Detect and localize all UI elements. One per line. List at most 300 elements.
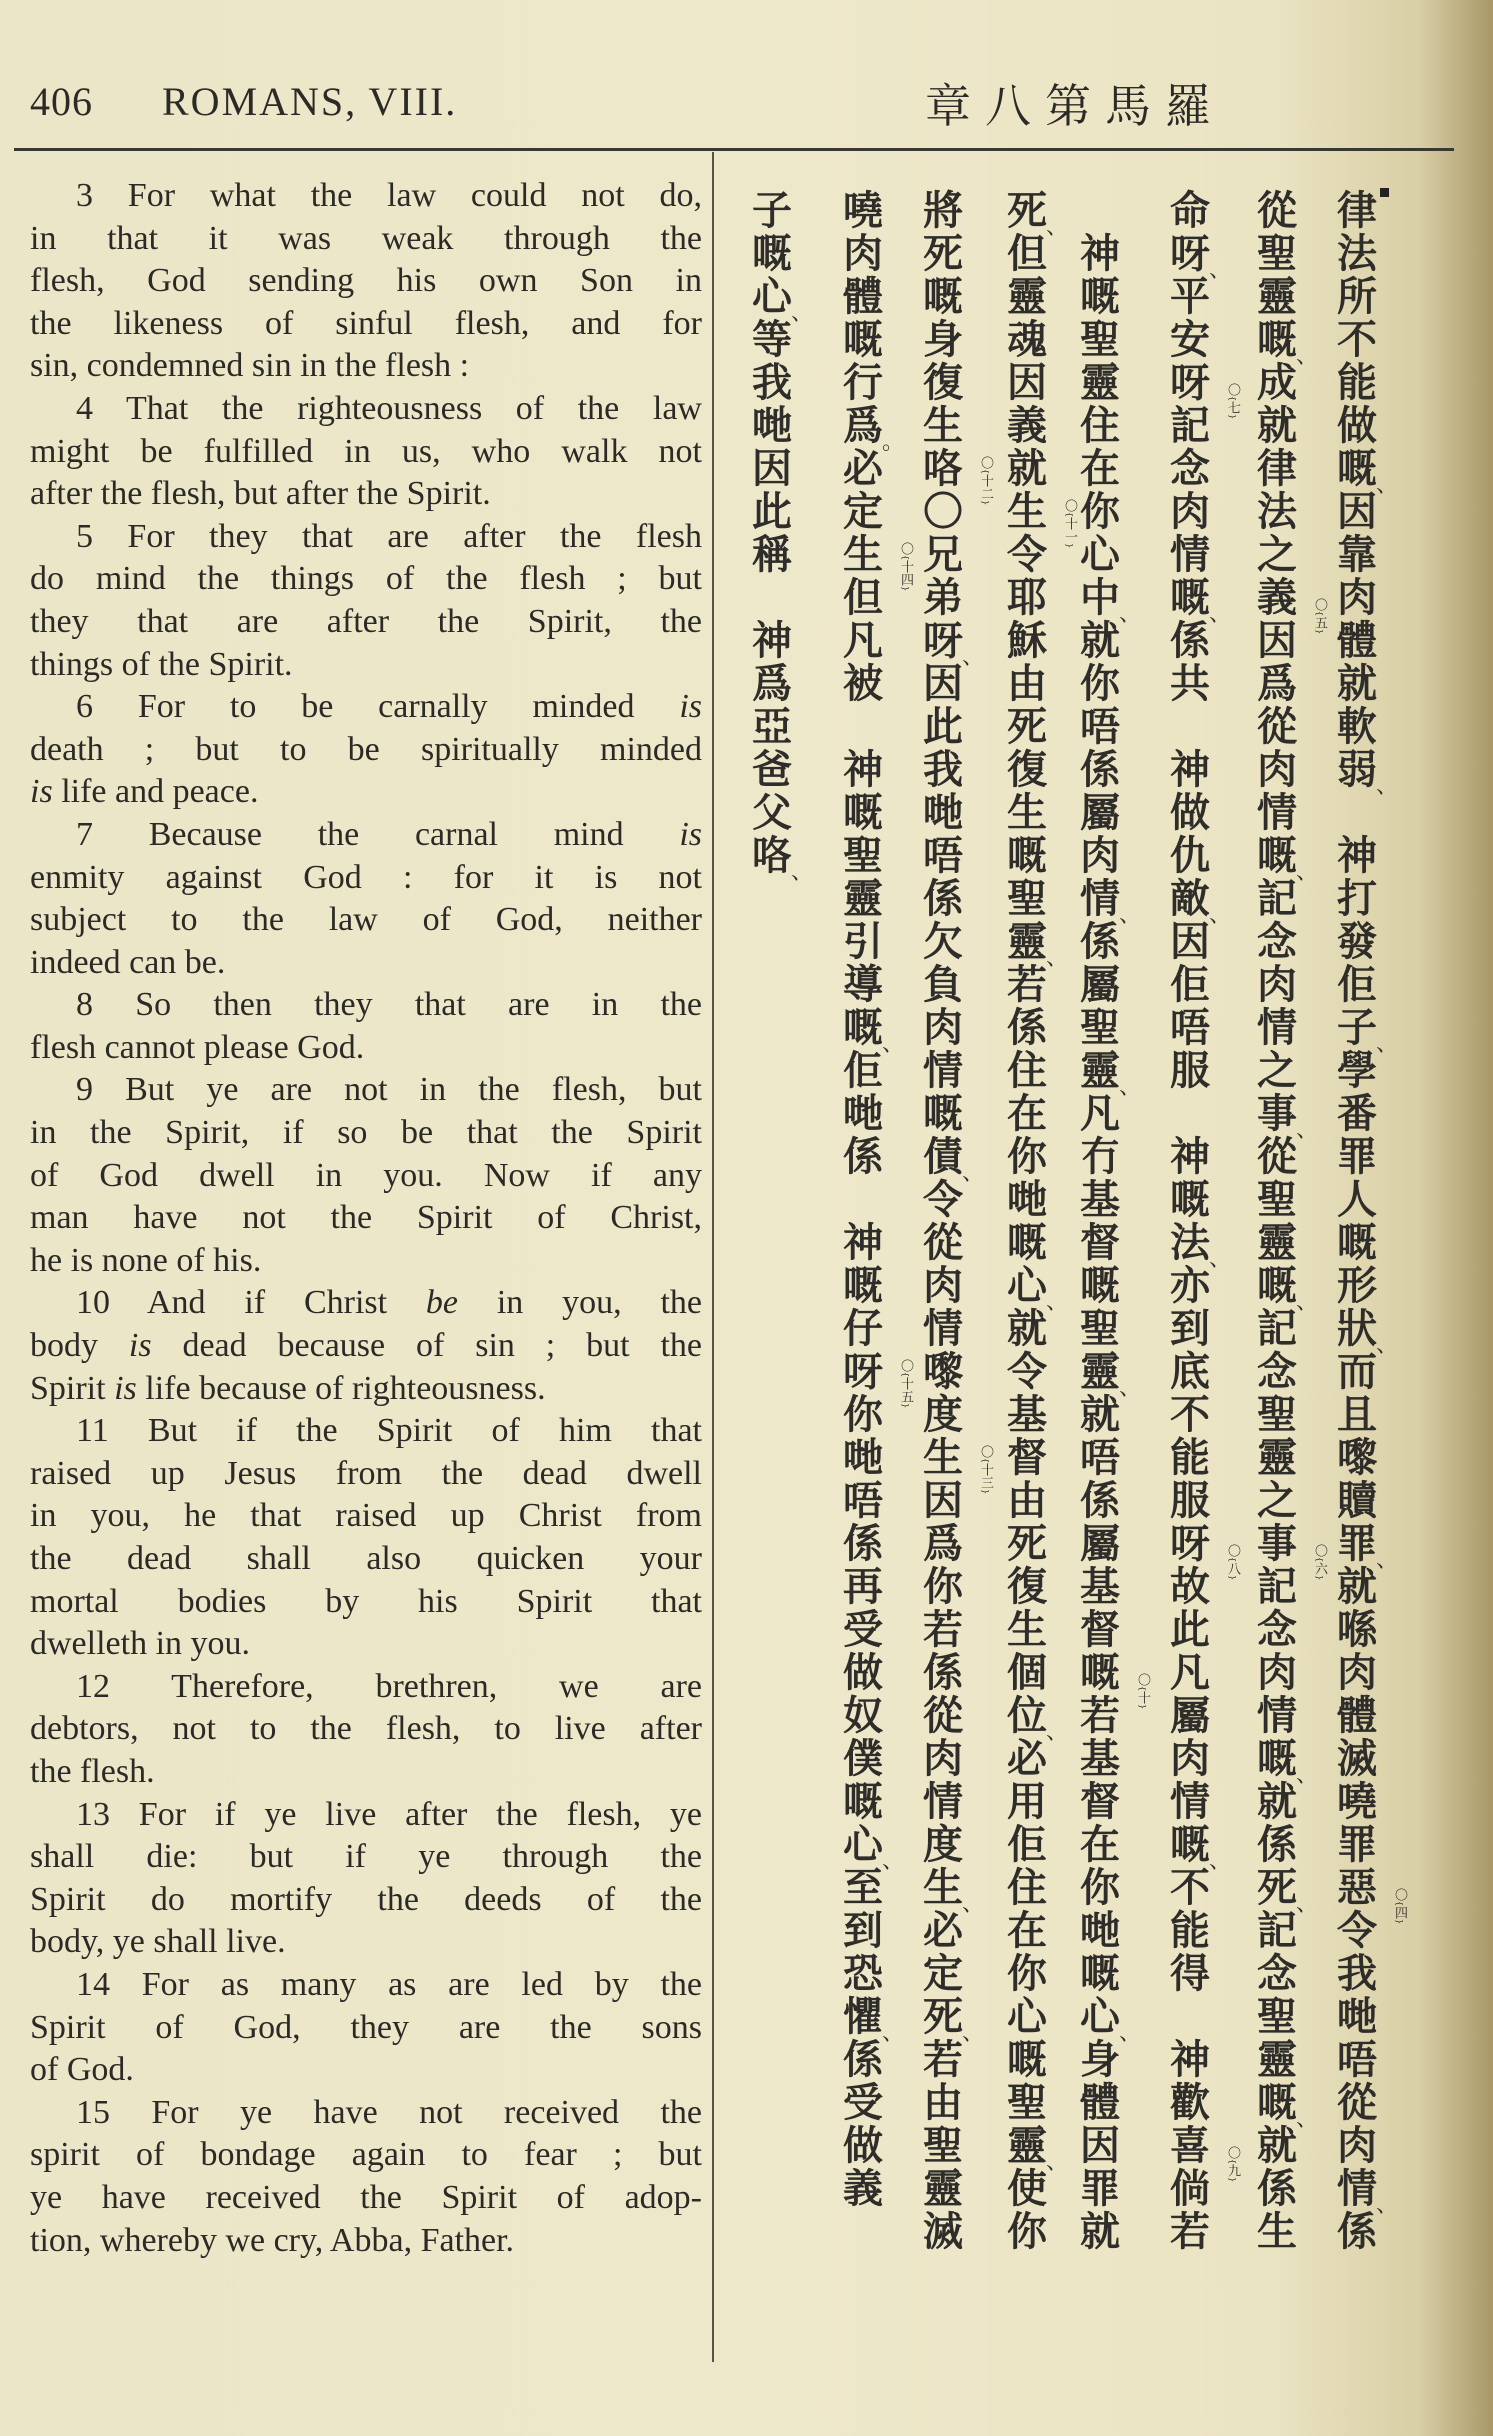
chinese-character: 但 <box>1007 231 1047 277</box>
verse-line: 7 Because the carnal mind is <box>76 815 702 853</box>
verse-line: they that are after the Spirit, the <box>30 602 702 640</box>
chinese-character: 就 <box>1080 618 1120 664</box>
chinese-character: 住 <box>1080 403 1120 449</box>
chinese-character: 肉 <box>1257 962 1297 1008</box>
chinese-character: 法 <box>1257 489 1297 535</box>
chinese-character: 係 <box>1170 618 1210 664</box>
chinese-character: 嘅 、 <box>1257 317 1318 369</box>
chinese-character: 做 <box>1337 403 1377 449</box>
chinese-character: 嘅 <box>752 231 792 277</box>
chinese-character: 位 、 <box>1007 1693 1068 1745</box>
chinese-character: 事 〇 {六} <box>1254 1523 1300 1566</box>
chinese-character: 呀 、 <box>1170 231 1231 283</box>
chinese-character: 神 <box>1080 231 1120 277</box>
chinese-character: 服 <box>1170 1478 1210 1524</box>
marker-brace: } <box>1138 1703 1147 1709</box>
marker-brace: } <box>1315 1574 1324 1580</box>
chinese-character: 能 <box>1170 1908 1210 1954</box>
punctuation-mark: 、 <box>1295 1290 1318 1315</box>
marker-brace: } <box>1228 1574 1237 1580</box>
chinese-character: 生 <box>1007 1607 1047 1653</box>
chinese-character: 情 <box>923 1048 963 1094</box>
chinese-character: 耶 <box>1007 575 1047 621</box>
punctuation-mark: 、 <box>1375 1548 1398 1573</box>
chinese-character: 基 <box>1080 1736 1120 1782</box>
chinese-character: 而 <box>1337 1349 1377 1395</box>
marker-brace: { <box>1315 610 1324 616</box>
chinese-character: 聖 <box>1257 1177 1297 1223</box>
chinese-character: 呀 、 <box>923 618 984 670</box>
chinese-character: 聖 <box>1080 1306 1120 1352</box>
chinese-character: 聖 <box>923 2123 963 2169</box>
chinese-character: 因 <box>1007 360 1047 406</box>
chinese-character: 故 <box>1170 1564 1210 1610</box>
verse-line: of God. <box>30 2051 134 2089</box>
punctuation-mark: 、 <box>1295 1892 1318 1917</box>
verse-line: 8 So then they that are in the <box>76 986 702 1024</box>
chinese-character: 奴 <box>843 1693 883 1739</box>
chinese-character: 凡 <box>1170 1650 1210 1696</box>
chinese-character: 住 <box>1007 1865 1047 1911</box>
chinese-character: 死 、 <box>1257 1865 1318 1917</box>
chinese-character: 亦 <box>1170 1263 1210 1309</box>
chinese-character: 係 <box>1257 2166 1297 2212</box>
chinese-character: 嘅 <box>923 1091 963 1137</box>
chinese-character: 死 <box>923 231 963 277</box>
chinese-character: 靈 <box>1257 274 1297 320</box>
chinese-character: 係 <box>843 2037 883 2083</box>
verse-line: enmity against God : for it is not <box>30 858 702 896</box>
verse-number-marker: 〇 {四} <box>1393 1888 1406 1924</box>
punctuation-mark: 、 <box>790 301 813 326</box>
verse-number-marker: 〇 {七} <box>1226 383 1239 419</box>
chinese-character: 靠 <box>1337 532 1377 578</box>
chinese-character: 心 <box>1080 532 1120 578</box>
chinese-column <box>749 188 813 885</box>
chinese-character: 係 <box>1080 1478 1120 1524</box>
chinese-character: 但 <box>843 575 883 621</box>
verse <box>30 984 702 1069</box>
chinese-character: 念 <box>1257 1607 1297 1653</box>
punctuation-mark: 、 <box>1295 2107 1318 2132</box>
chinese-character: 穌 <box>1007 618 1047 664</box>
honorific-space <box>840 706 886 749</box>
chinese-character: 情 、 <box>1337 2166 1398 2218</box>
chinese-character: 嘅 <box>1337 1220 1377 1266</box>
header-rule <box>14 148 1454 151</box>
chinese-character: 神 <box>843 747 883 793</box>
chinese-column <box>1077 190 1150 2255</box>
chinese-character: 弟 <box>923 575 963 621</box>
punctuation-mark: 、 <box>1208 903 1231 928</box>
chinese-character: 嘅 、 <box>1337 446 1398 498</box>
chinese-character: 嘅 <box>1080 1263 1120 1309</box>
chinese-character: 神 <box>1170 747 1210 793</box>
verse-number-marker: 〇 {十四} <box>899 542 912 591</box>
chinese-character: 念 <box>1257 1349 1297 1395</box>
chinese-column <box>920 188 993 2255</box>
chinese-character: 稱 <box>752 532 792 578</box>
verse <box>30 1410 702 1666</box>
chinese-character: 情 <box>1170 1779 1210 1825</box>
chinese-character: 此 <box>752 489 792 535</box>
chinese-character: 屬 <box>1080 790 1120 836</box>
chinese-character: 從 <box>1257 1134 1297 1180</box>
chinese-character: 督 <box>1080 1607 1120 1653</box>
chinese-character: 係 <box>1337 2209 1377 2255</box>
chinese-character: 身 <box>1080 2037 1120 2083</box>
chinese-character: 學 <box>1337 1048 1377 1094</box>
chinese-character: 復 <box>1007 1564 1047 1610</box>
chinese-character: 心 、 <box>752 274 813 326</box>
italic-word: is <box>128 1327 152 1365</box>
punctuation-mark: 、 <box>881 1032 904 1057</box>
chinese-character: 靈 <box>923 2166 963 2212</box>
chinese-character: 凡 <box>843 618 883 664</box>
chinese-column <box>1334 188 1407 2255</box>
chinese-character: 爲 <box>752 661 792 707</box>
chinese-character: 情 <box>1257 1005 1297 1051</box>
chinese-character: 聖 <box>1080 317 1120 363</box>
verse <box>30 686 702 814</box>
chinese-character: 係 <box>1007 1005 1047 1051</box>
marker-brace: { <box>981 1457 990 1463</box>
punctuation-mark: 、 <box>1118 602 1141 627</box>
punctuation-mark: 、 <box>1045 946 1068 971</box>
chinese-character: 死 <box>1007 1521 1047 1567</box>
chinese-character: 若 <box>923 1607 963 1653</box>
honorific-space <box>1167 1996 1213 2039</box>
chinese-character: 記 <box>1257 1306 1297 1352</box>
chinese-character: 唔 <box>1170 1005 1210 1051</box>
chinese-character: 嘅 、 <box>1257 1736 1318 1788</box>
chinese-character: 番 <box>1337 1091 1377 1137</box>
chinese-character: 聖 <box>1007 2080 1047 2126</box>
verse-line: death ; but to be spiritually minded <box>30 730 702 768</box>
verse <box>30 1069 702 1282</box>
chinese-character: 能 <box>1337 360 1377 406</box>
verse-line: in that it was weak through the <box>30 219 702 257</box>
chinese-character: 呀 〇 {七} <box>1167 362 1213 405</box>
punctuation-mark: 、 <box>1118 1075 1141 1100</box>
verse <box>30 1794 702 1964</box>
chinese-character: 肉 <box>1170 489 1210 535</box>
chinese-character: 屬 <box>1080 962 1120 1008</box>
chinese-character: 情 <box>1257 1693 1297 1739</box>
marker-brace: } <box>901 1402 910 1408</box>
chinese-character: 生 <box>1257 2209 1297 2255</box>
chinese-character: 因 <box>923 1478 963 1524</box>
chinese-character: 就 <box>1257 2123 1297 2169</box>
honorific-space <box>1167 706 1213 749</box>
punctuation-mark: 、 <box>1045 2150 1068 2175</box>
chinese-character: 若 <box>1080 1693 1120 1739</box>
chinese-character: 喜 〇 {九} <box>1167 2125 1213 2168</box>
chinese-character: 恐 <box>843 1951 883 1997</box>
chinese-character: 倘 <box>1170 2166 1210 2212</box>
marker-brace: { <box>1228 2158 1237 2164</box>
punctuation-mark: 、 <box>1118 1376 1141 1401</box>
chinese-character: 靈 <box>843 876 883 922</box>
chinese-character: 爲 <box>1257 661 1297 707</box>
chinese-character: 必 <box>923 1908 963 1954</box>
chinese-character: 情 <box>923 1306 963 1352</box>
chinese-character: 受 <box>843 2080 883 2126</box>
chinese-character: 所 <box>1337 274 1377 320</box>
chinese-character: 記 <box>1257 876 1297 922</box>
verse-line: ye have received the Spirit of adop- <box>30 2178 702 2216</box>
chinese-character: 肉 <box>1170 1736 1210 1782</box>
chinese-character: 肉 <box>1080 833 1120 879</box>
punctuation-mark: 、 <box>1295 860 1318 885</box>
chinese-character: 共 <box>1170 661 1210 707</box>
chinese-character: 到 <box>1170 1306 1210 1352</box>
chinese-character: 督 <box>1080 1779 1120 1825</box>
chinese-character: 定 <box>923 1951 963 1997</box>
chinese-character: 咯 〇 {十二} <box>920 448 966 491</box>
verse-line: in you, he that raised up Christ from <box>30 1497 702 1535</box>
chinese-character: 形 <box>1337 1263 1377 1309</box>
chinese-character: 係 <box>923 876 963 922</box>
marker-brace: } <box>1315 628 1324 634</box>
punctuation-mark: 、 <box>881 1849 904 1874</box>
chinese-character: 人 <box>1337 1177 1377 1223</box>
chinese-character: 兄 <box>923 532 963 578</box>
punctuation-mark: 、 <box>1375 774 1398 799</box>
chinese-character: 導 <box>843 962 883 1008</box>
chinese-character: 你 <box>1007 1134 1047 1180</box>
verse-line: 10 And if Christ be in you, the <box>76 1284 703 1322</box>
chinese-character: 軟 <box>1337 704 1377 750</box>
chinese-character: 若 <box>923 2037 963 2083</box>
chinese-character: 發 <box>1337 919 1377 965</box>
chinese-character: 從 <box>1257 704 1297 750</box>
punctuation-mark: 、 <box>1208 1247 1231 1272</box>
chinese-character: 不 <box>1170 1392 1210 1438</box>
chinese-character: 肉 <box>1257 747 1297 793</box>
verse-line: indeed can be. <box>30 943 226 981</box>
chinese-character: 肉 <box>1337 2123 1377 2169</box>
chinese-character: 嘅 〇 {十} <box>1077 1652 1123 1695</box>
chinese-character: 記 <box>1170 403 1210 449</box>
verse-line: Spirit do mortify the deeds of the <box>30 1880 702 1918</box>
chinese-character: 你 <box>923 1564 963 1610</box>
chinese-character: 義 <box>1007 403 1047 449</box>
chinese-character: 律 <box>1337 188 1377 234</box>
chinese-character: 嚟 <box>923 1349 963 1395</box>
verse <box>30 1282 702 1410</box>
chinese-character: 僕 <box>843 1736 883 1782</box>
chinese-character: 基 <box>1007 1392 1047 1438</box>
chinese-character: 從 <box>923 1220 963 1266</box>
chinese-column <box>1254 188 1327 2255</box>
chinese-character: 嘅 <box>843 1263 883 1309</box>
chinese-character: 不 <box>1170 1865 1210 1911</box>
verse-number-marker: 〇 {十二} <box>979 456 992 505</box>
verse-line: flesh, God sending his own Son in <box>30 262 702 300</box>
chinese-character: 體 <box>1337 618 1377 664</box>
verse-line: mortal bodies by his Spirit that <box>30 1582 702 1620</box>
chinese-character: 靈 、 <box>1080 1349 1141 1401</box>
chinese-character: 因 <box>1170 919 1210 965</box>
chinese-character: 記 <box>1257 1908 1297 1954</box>
chinese-character: 生 〇 {十三} <box>920 1437 966 1480</box>
chinese-character: 死 、 <box>923 1994 984 2046</box>
punctuation-mark: 、 <box>1118 2021 1141 2046</box>
chinese-character: 贖 <box>1337 1478 1377 1524</box>
chinese-character: 再 <box>843 1564 883 1610</box>
chinese-character: 到 <box>843 1908 883 1954</box>
verse-line: spirit of bondage again to fear ; but <box>30 2136 702 2174</box>
chinese-character: 佢 <box>1337 962 1377 1008</box>
chinese-character: 歡 <box>1170 2080 1210 2126</box>
chinese-character: 肉 <box>923 1263 963 1309</box>
verse-line: 4 That the righteousness of the law <box>76 389 702 427</box>
chinese-character: 聖 <box>1080 1005 1120 1051</box>
chinese-column <box>1167 188 1240 2255</box>
chinese-character: 成 <box>1257 360 1297 406</box>
chinese-character: 安 <box>1170 317 1210 363</box>
chinese-character: 度 <box>923 1392 963 1438</box>
chinese-character: 死 、 <box>1007 188 1068 240</box>
verse-line: 13 For if ye live after the flesh, ye <box>76 1795 702 1833</box>
chinese-character: 罪 、 <box>1337 1521 1398 1573</box>
verse-line: of God dwell in you. Now if any <box>30 1156 702 1194</box>
chinese-character: 行 <box>843 360 883 406</box>
chinese-character: 係 <box>1080 747 1120 793</box>
marker-brace: } <box>1228 413 1237 419</box>
chinese-character: 神 <box>843 1220 883 1266</box>
chinese-character: 得 <box>1170 1951 1210 1997</box>
chinese-character: 之 <box>1257 1048 1297 1094</box>
chinese-character: 因 <box>1080 2123 1120 2169</box>
chinese-character: 底 <box>1170 1349 1210 1395</box>
chinese-character: 念 <box>1257 919 1297 965</box>
chinese-character: 我 <box>1337 1951 1377 1997</box>
chinese-character: 神 <box>752 618 792 664</box>
column-divider <box>712 152 714 2362</box>
chinese-character: 惡 〇 {四} <box>1334 1867 1380 1910</box>
chinese-character: 哋 <box>843 1435 883 1481</box>
verse-line: might be fulfilled in us, who walk not <box>30 432 702 470</box>
chinese-character: 令 <box>1337 1908 1377 1954</box>
chinese-character: 嘅 <box>1007 833 1047 879</box>
verse-line: things of the Spirit. <box>30 645 293 683</box>
punctuation-mark: 、 <box>1375 2193 1398 2218</box>
marker-brace: { <box>981 468 990 474</box>
marker-brace: { <box>1065 511 1074 517</box>
chinese-character: 因 <box>1257 618 1297 664</box>
chinese-character: 在 <box>1080 1822 1120 1868</box>
chinese-character: 生 〇 {十一} <box>1004 491 1050 534</box>
chinese-character: 爸 <box>752 747 792 793</box>
verse-line: body, ye shall live. <box>30 1923 286 1961</box>
chinese-character: 心 、 <box>1080 1994 1141 2046</box>
chinese-character: 爲 <box>923 1521 963 1567</box>
chinese-character: 嘅 、 <box>1257 1263 1318 1315</box>
chinese-character: 做 <box>1170 790 1210 836</box>
chinese-character: 生 、 <box>923 1865 984 1917</box>
verse-line: Spirit of God, they are the sons <box>30 2008 702 2046</box>
chinese-character: 係 <box>843 1134 883 1180</box>
chinese-character: 心 、 <box>843 1822 904 1874</box>
chinese-character: 之 <box>1257 1478 1297 1524</box>
chinese-character: 嘅 <box>1170 1177 1210 1223</box>
chinese-character: 情 <box>1257 790 1297 836</box>
chinese-character: 平 <box>1170 274 1210 320</box>
verse-line: sin, condemned sin in the flesh : <box>30 347 470 385</box>
chinese-character: 念 <box>1257 1951 1297 1997</box>
chinese-character: 弱 、 <box>1337 747 1398 799</box>
verse-line: body is dead because of sin ; but the <box>30 1327 702 1365</box>
chinese-column <box>1004 188 1077 2255</box>
chinese-character: 體 <box>843 274 883 320</box>
chinese-character: 使 <box>1007 2166 1047 2212</box>
verse-number-marker: 〇 {五} <box>1313 598 1326 634</box>
running-title: ROMANS, VIII. <box>162 79 458 124</box>
chinese-character: 你 <box>1080 1865 1120 1911</box>
chinese-character: 〇 <box>923 489 963 535</box>
chinese-character: 嘵 <box>1337 1779 1377 1825</box>
chinese-character: 必 <box>1007 1736 1047 1782</box>
verse-line: 5 For they that are after the flesh <box>76 517 702 555</box>
punctuation-mark: 、 <box>1375 1333 1398 1358</box>
chinese-character: 你 <box>843 1392 883 1438</box>
chinese-character: 神 <box>1337 833 1377 879</box>
punctuation-mark: 、 <box>961 1161 984 1186</box>
italic-word: is <box>30 773 53 811</box>
verse-number-marker: 〇 {十三} <box>979 1445 992 1494</box>
chinese-character: 死 <box>1007 704 1047 750</box>
chinese-character: 靈 <box>1257 1435 1297 1481</box>
verse-line: is life and peace. <box>30 773 259 811</box>
chinese-character: 因 <box>752 446 792 492</box>
punctuation-mark: 、 <box>1295 1763 1318 1788</box>
chinese-character: 此 <box>923 704 963 750</box>
marker-brace: } <box>1228 2176 1237 2182</box>
chinese-character: 此 <box>1170 1607 1210 1653</box>
verse <box>30 516 702 686</box>
chinese-character: 罪 <box>1337 1822 1377 1868</box>
honorific-space <box>1334 792 1380 835</box>
verse-line: dwelleth in you. <box>30 1625 251 1663</box>
chinese-character: 嘅 、 <box>1170 1822 1231 1874</box>
chinese-character: 仇 <box>1170 833 1210 879</box>
chinese-character: 唔 <box>1080 704 1120 750</box>
verse <box>30 2092 702 2262</box>
chinese-character: 嘅 <box>1007 2037 1047 2083</box>
chinese-character: 靈 <box>1007 274 1047 320</box>
verse-line: the dead shall also quicken your <box>30 1540 702 1577</box>
chinese-character: 念 <box>1170 446 1210 492</box>
honorific-space <box>1167 1093 1213 1136</box>
chinese-character: 因 <box>1337 489 1377 535</box>
chinese-character: 聖 <box>1257 1994 1297 2040</box>
chinese-character: 子 、 <box>1337 1005 1398 1057</box>
verse-line: 12 Therefore, brethren, we are <box>76 1667 702 1705</box>
punctuation-mark: 、 <box>881 2021 904 2046</box>
chinese-character: 將 <box>923 188 963 234</box>
punctuation-mark: 、 <box>961 2021 984 2046</box>
honorific-space <box>1077 190 1123 233</box>
chinese-character: 就 <box>1080 2209 1120 2255</box>
chinese-character: 基 <box>1080 1564 1120 1610</box>
chinese-character: 我 <box>752 360 792 406</box>
chinese-character: 你 <box>1007 2209 1047 2255</box>
verse-line: 3 For what the law could not do, <box>76 177 702 214</box>
chinese-character: 嘅 、 <box>1257 2080 1318 2132</box>
chinese-character: 必 <box>843 446 883 492</box>
